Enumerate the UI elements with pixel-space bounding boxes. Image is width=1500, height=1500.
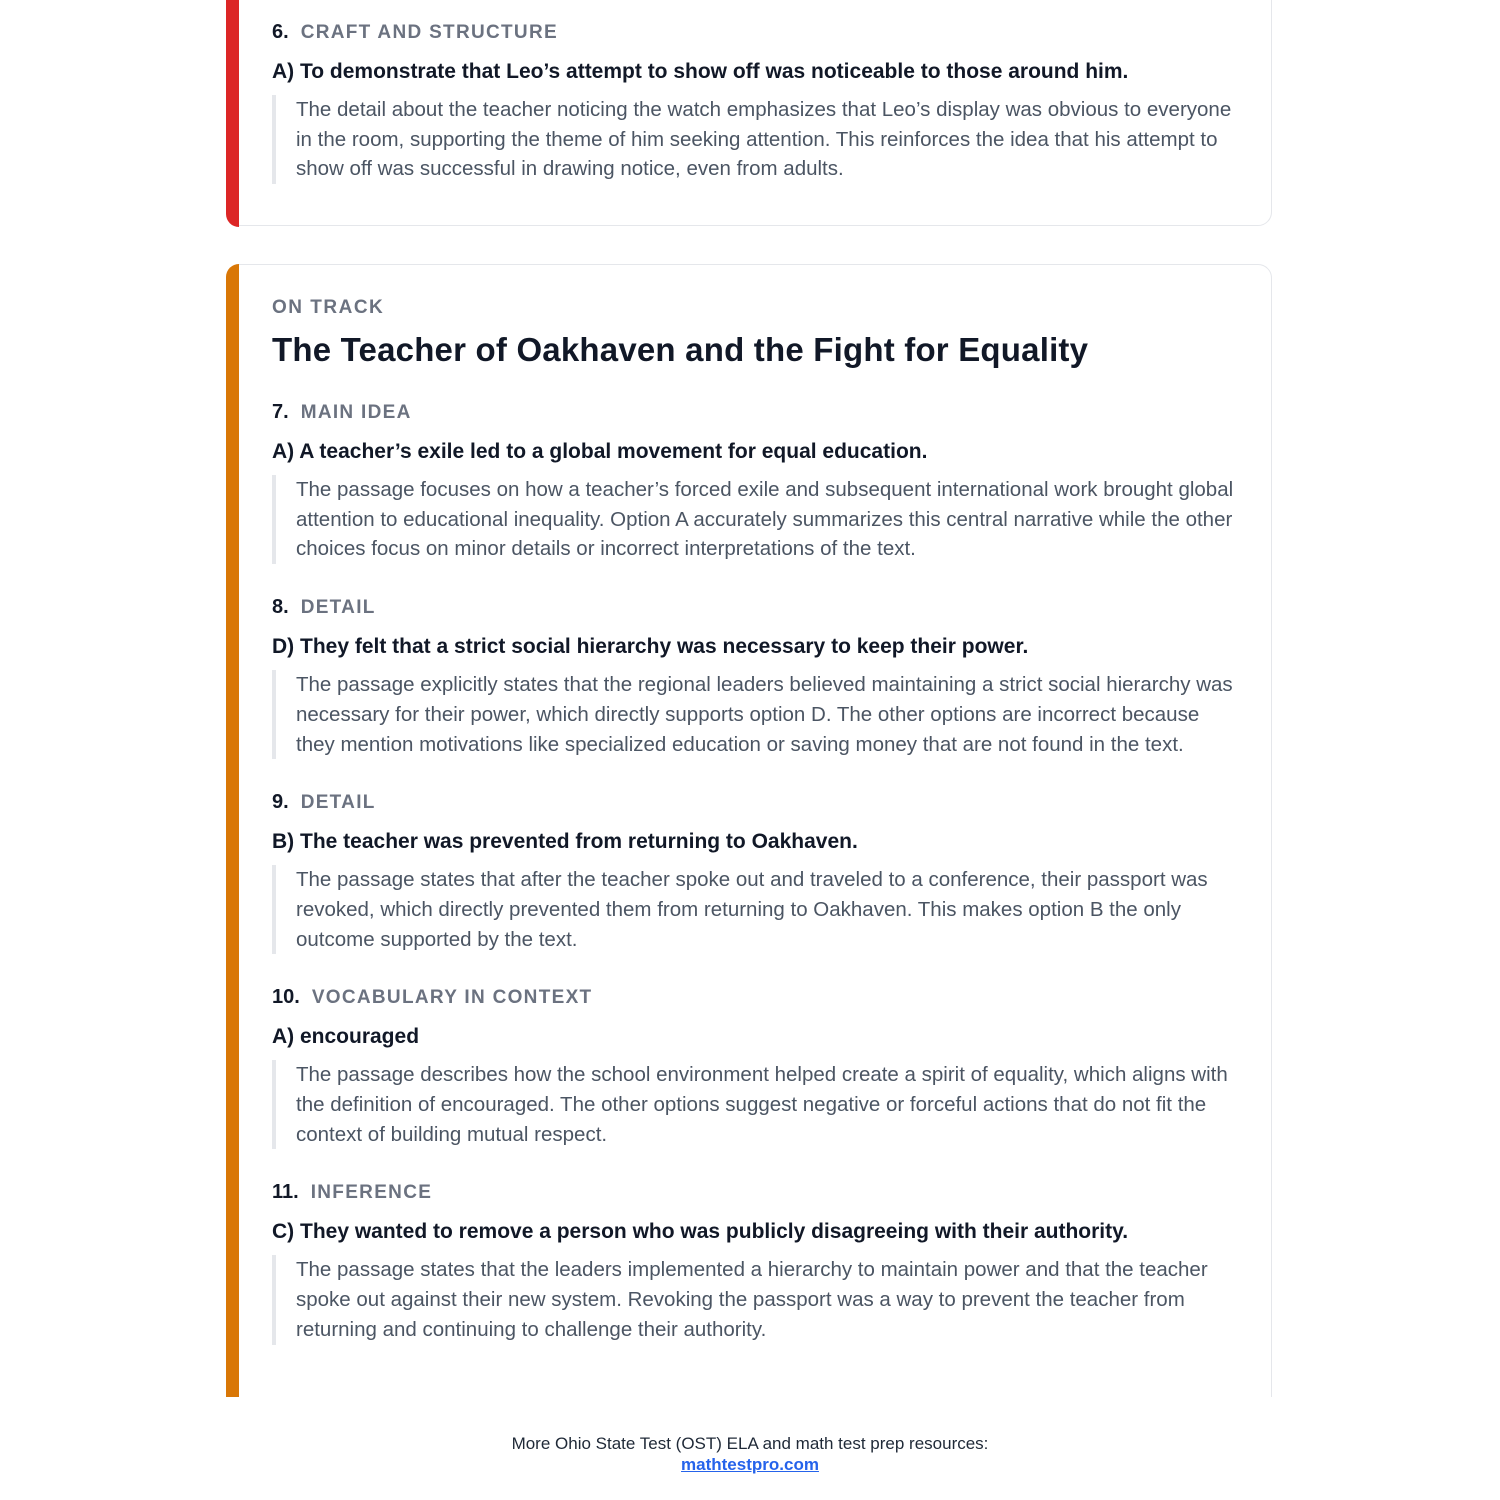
answer-explanation: The passage focuses on how a teacher’s forced exile and subsequent international work brought global attention to educational inequality. Option A accurately summarizes this central narrative while the other choices focus on minor details or incorrect interpretations of the text. — [272, 475, 1241, 564]
answer-explanation: The passage describes how the school environment helped create a spirit of equality, which aligns with the definition of encouraged. The other options suggest negative or forceful actions that do not fit the context of building mutual respect. — [272, 1060, 1241, 1149]
correct-answer: B) The teacher was prevented from returning to Oakhaven. — [272, 830, 858, 854]
answer-card-previous — [226, 0, 1272, 226]
answer-explanation: The detail about the teacher noticing the watch emphasizes that Leo’s display was obvious to everyone in the room, supporting the theme of him seeking attention. This reinforces the idea that his attempt to show off was successful in drawing notice, even from adults. — [272, 95, 1241, 184]
question-number: 8. — [272, 596, 289, 619]
question-8 — [272, 596, 1241, 759]
question-category: INFERENCE — [310, 1182, 433, 1204]
card-content — [272, 297, 1241, 1345]
card-accent-bar-red — [226, 0, 239, 227]
answer-explanation: The passage states that the leaders implemented a hierarchy to maintain power and that the teacher spoke out against their new system. Revoking the passport was a way to prevent the teacher from returning and continuing to challenge their authority. — [272, 1255, 1241, 1344]
question-header — [272, 596, 1241, 622]
question-category: DETAIL — [300, 597, 376, 619]
question-number: 6. — [272, 21, 289, 43]
question-header — [272, 986, 1241, 1012]
question-11 — [272, 1181, 1241, 1344]
question-number: 10. — [272, 986, 300, 1009]
card-accent-bar-orange — [226, 264, 239, 1500]
correct-answer: D) They felt that a strict social hierarchy was necessary to keep their power. — [272, 635, 1029, 659]
level-label: ON TRACK — [272, 297, 385, 318]
correct-answer: C) They wanted to remove a person who was publicly disagreeing with their authority. — [272, 1220, 1129, 1244]
question-number: 9. — [272, 791, 289, 814]
question-6 — [272, 21, 1241, 184]
question-number: 11. — [272, 1181, 299, 1204]
correct-answer: A) encouraged — [272, 1025, 420, 1049]
answer-explanation: The passage explicitly states that the regional leaders believed maintaining a strict social hierarchy was necessary for their power, which directly supports option D. The other options are incorrect because they mention motivations like specialized education or saving money that are not found in the text. — [272, 670, 1241, 759]
question-header — [272, 401, 1241, 427]
question-category: DETAIL — [300, 792, 376, 814]
question-header — [272, 791, 1241, 817]
question-9 — [272, 791, 1241, 954]
question-header — [272, 21, 1241, 47]
answer-card-passage — [226, 264, 1272, 1500]
question-category: VOCABULARY IN CONTEXT — [311, 987, 593, 1009]
passage-title: The Teacher of Oakhaven and the Fight for Equality — [272, 331, 1089, 368]
question-category: CRAFT AND STRUCTURE — [300, 22, 558, 43]
answer-explanation: The passage states that after the teacher spoke out and traveled to a conference, their passport was revoked, which directly prevented them from returning to Oakhaven. This makes option B the only outcome supported by the text. — [272, 865, 1241, 954]
question-category: MAIN IDEA — [300, 402, 412, 423]
question-10 — [272, 986, 1241, 1149]
correct-answer: A) To demonstrate that Leo’s attempt to show off was noticeable to those around him. — [272, 60, 1129, 83]
question-number: 7. — [272, 401, 289, 423]
question-7 — [272, 401, 1241, 564]
question-header — [272, 1181, 1241, 1207]
footer — [0, 1433, 1500, 1475]
correct-answer: A) A teacher’s exile led to a global movement for equal education. — [272, 440, 928, 463]
footer-link[interactable]: mathtestpro.com — [681, 1455, 819, 1474]
footer-text: More Ohio State Test (OST) ELA and math test prep resources: — [511, 1434, 989, 1453]
